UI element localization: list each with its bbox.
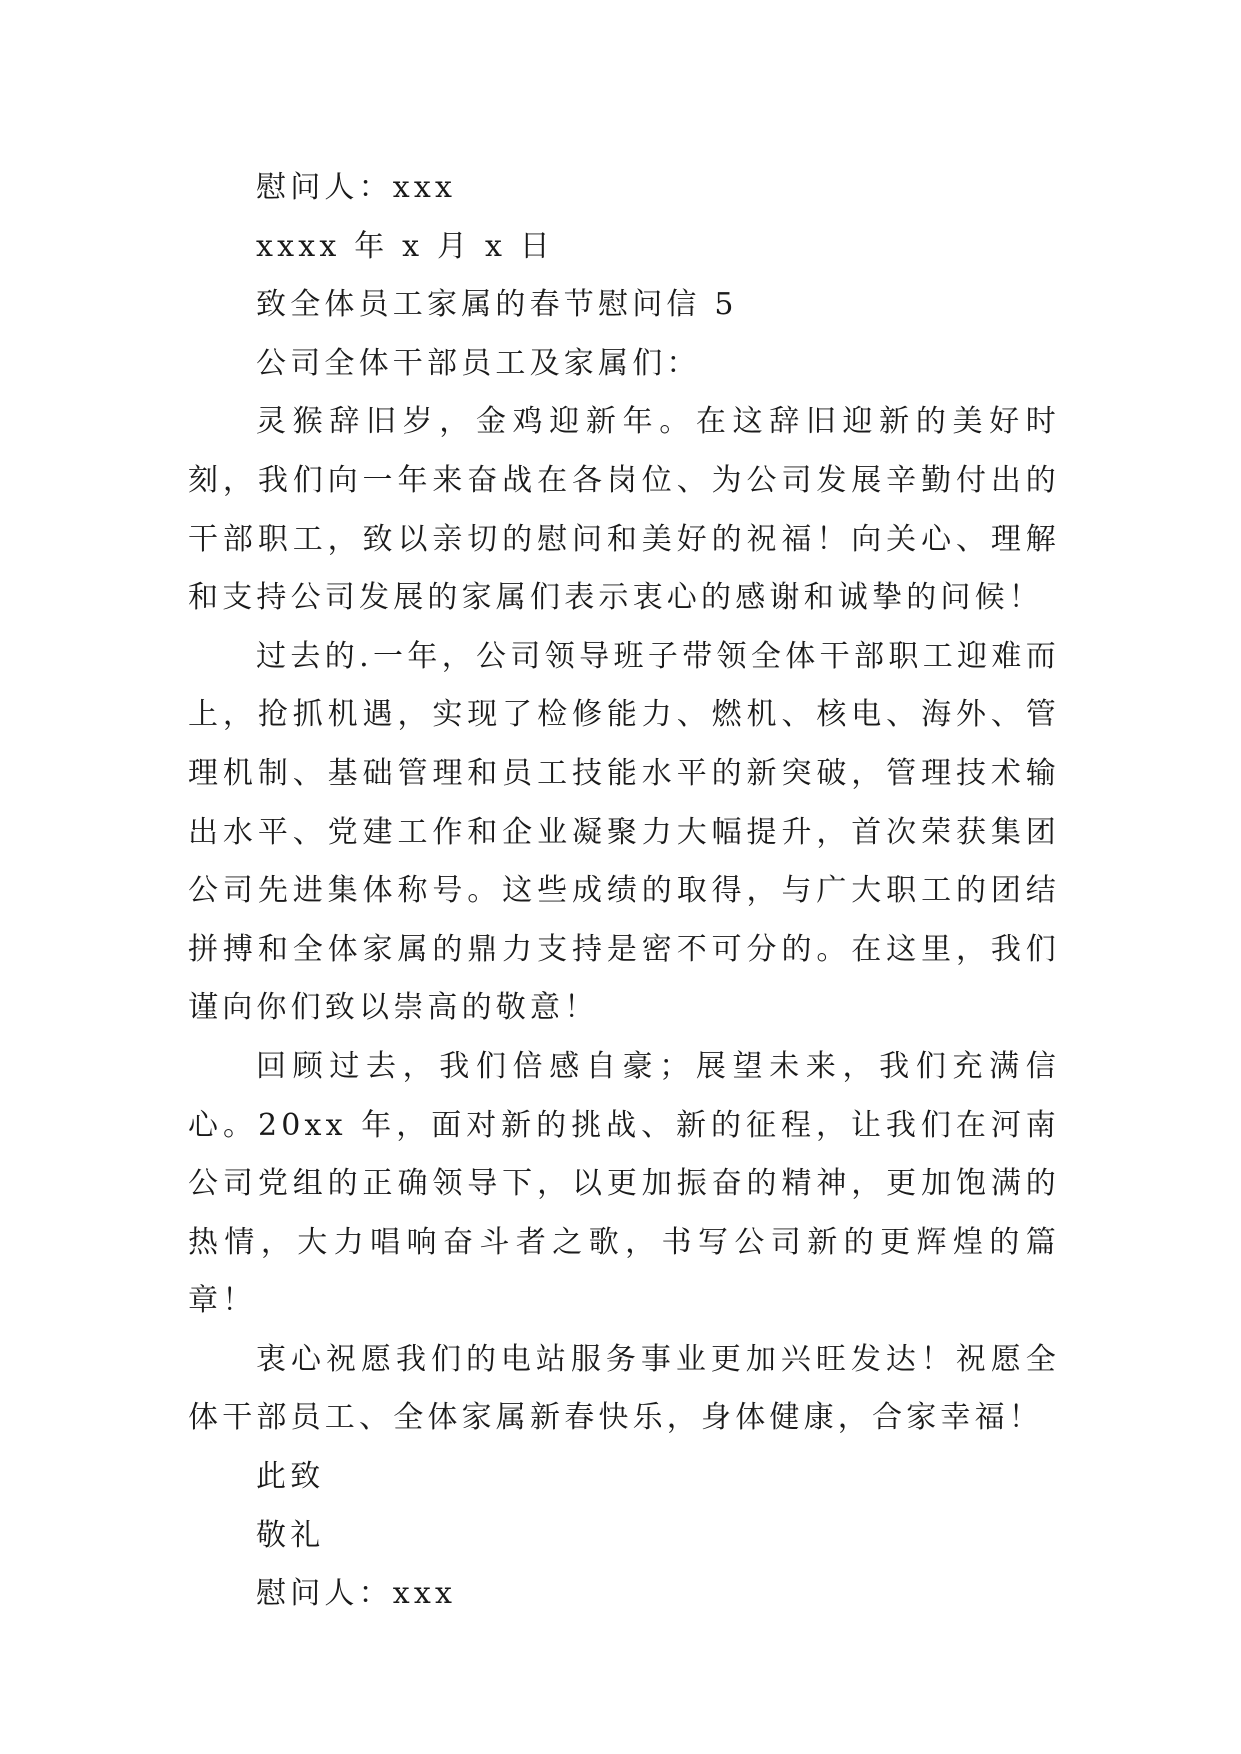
signer-line-top: 慰问人：xxx (256, 170, 457, 205)
date-line: xxxx 年 x 月 x 日 (256, 228, 554, 264)
letter-body (188, 159, 1060, 1624)
closing-line-2: 敬礼 (256, 1517, 325, 1553)
paragraph-greeting: 灵猴辞旧岁，金鸡迎新年。在这辞旧迎新的美好时刻，我们向一年来奋战在各岗位、为公司发展辛勤付出的干部职工，致以亲切的慰问和美好的祝福！向关心、理解和支持公司发展的家属们表示衷心的感谢和诚挚的问候！ (188, 404, 1060, 616)
paragraph-outlook: 回顾过去，我们倍感自豪；展望未来，我们充满信心。20xx 年，面对新的挑战、新的征程，让我们在河南公司党组的正确领导下，以更加振奋的精神，更加饱满的热情，大力唱响奋斗者之歌，书写公司新的更辉煌的篇章！ (188, 1048, 1060, 1319)
paragraph-wishes: 衷心祝愿我们的电站服务事业更加兴旺发达！祝愿全体干部员工、全体家属新春快乐，身体健康，合家幸福！ (188, 1341, 1060, 1436)
paragraph-achievements: 过去的.一年，公司领导班子带领全体干部职工迎难而上，抢抓机遇，实现了检修能力、燃机、核电、海外、管理机制、基础管理和员工技能水平的新突破，管理技术输出水平、党建工作和企业凝聚力大幅提升，首次荣获集团公司先进集体称号。这些成绩的取得，与广大职工的团结拼搏和全体家属的鼎力支持是密不可分的。在这里，我们谨向你们致以崇高的敬意！ (188, 638, 1060, 1026)
letter-title: 致全体员工家属的春节慰问信 5 (256, 287, 738, 323)
closing-line-1: 此致 (256, 1459, 325, 1495)
signer-line-bottom: 慰问人：xxx (256, 1576, 457, 1612)
salutation: 公司全体干部员工及家属们： (256, 345, 701, 381)
